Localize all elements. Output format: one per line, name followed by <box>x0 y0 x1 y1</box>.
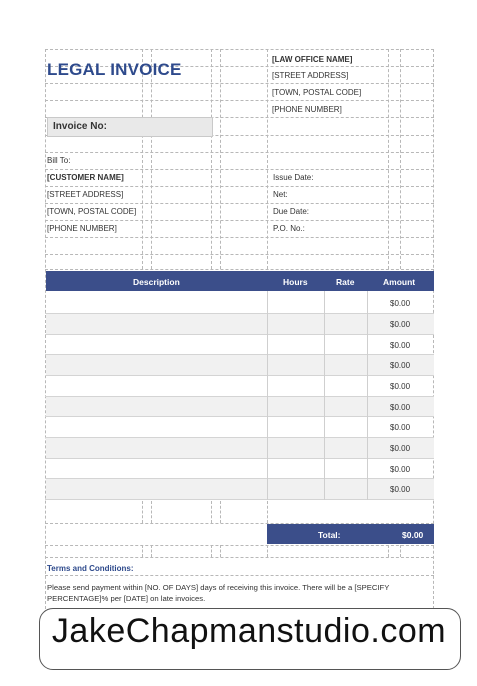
invoice-sheet <box>45 49 434 609</box>
grid-line <box>151 49 152 269</box>
grid-line <box>45 575 434 576</box>
row-divider <box>45 313 434 314</box>
table-row[interactable] <box>46 438 434 458</box>
row-amount: $0.00 <box>390 299 411 308</box>
grid-line <box>220 545 221 557</box>
terms-text: Please send payment within [NO. OF DAYS] days of receiving this invoice. There will be a [SPECIFY PERCENTAGE]% per [DATE] on late invoices. <box>47 583 390 603</box>
po-number-label: P.O. No.: <box>273 224 305 233</box>
net-label: Net: <box>273 190 288 199</box>
col-header-hours: Hours <box>283 277 308 287</box>
grid-line <box>45 557 434 558</box>
row-divider <box>45 334 434 335</box>
table-row[interactable] <box>46 397 434 417</box>
customer-town: [TOWN, POSTAL CODE] <box>47 207 137 216</box>
grid-line <box>45 83 434 84</box>
grid-line <box>45 220 434 221</box>
grid-line <box>151 501 152 523</box>
row-amount: $0.00 <box>390 341 411 350</box>
total-value: $0.00 <box>402 530 424 540</box>
col-header-amount: Amount <box>383 277 416 287</box>
col-header-rate: Rate <box>336 277 355 287</box>
grid-line <box>45 545 434 546</box>
row-amount: $0.00 <box>390 361 411 370</box>
row-divider <box>45 396 434 397</box>
col-divider <box>367 291 368 500</box>
grid-line <box>45 269 434 270</box>
table-header <box>46 271 434 291</box>
table-row[interactable] <box>46 293 434 313</box>
table-row[interactable] <box>46 459 434 479</box>
grid-line <box>267 501 268 523</box>
row-amount: $0.00 <box>390 403 411 412</box>
table-row[interactable] <box>46 417 434 437</box>
row-amount: $0.00 <box>390 423 411 432</box>
table-row[interactable] <box>46 314 434 334</box>
firm-name: [LAW OFFICE NAME] <box>272 55 353 64</box>
grid-line <box>211 545 212 557</box>
grid-line <box>388 545 389 557</box>
grid-line <box>142 545 143 557</box>
firm-street: [STREET ADDRESS] <box>272 71 349 80</box>
grid-line <box>45 100 434 101</box>
col-divider <box>324 291 325 500</box>
invoice-title: LEGAL INVOICE <box>47 60 182 79</box>
grid-line <box>267 545 268 557</box>
row-divider <box>45 375 434 376</box>
bill-to-label: Bill To: <box>47 156 71 165</box>
grid-line <box>45 169 434 170</box>
invoice-number-label: Invoice No: <box>53 121 107 132</box>
customer-street: [STREET ADDRESS] <box>47 190 124 199</box>
table-row[interactable] <box>46 335 434 355</box>
row-amount: $0.00 <box>390 382 411 391</box>
customer-name: [CUSTOMER NAME] <box>47 173 124 182</box>
row-amount: $0.00 <box>390 320 411 329</box>
issue-date-label: Issue Date: <box>273 173 314 182</box>
grid-line <box>45 254 434 255</box>
grid-line <box>400 545 401 557</box>
firm-town: [TOWN, POSTAL CODE] <box>272 88 362 97</box>
grid-line <box>45 203 434 204</box>
grid-line <box>267 49 268 269</box>
row-divider <box>45 416 434 417</box>
grid-line <box>142 501 143 523</box>
table-row[interactable] <box>46 479 434 499</box>
row-amount: $0.00 <box>390 465 411 474</box>
row-divider <box>45 499 434 500</box>
firm-phone: [PHONE NUMBER] <box>272 105 342 114</box>
row-amount: $0.00 <box>390 485 411 494</box>
customer-phone: [PHONE NUMBER] <box>47 224 117 233</box>
table-row[interactable] <box>46 376 434 396</box>
grid-line <box>45 49 434 50</box>
grid-line <box>211 501 212 523</box>
grid-line <box>388 49 389 269</box>
col-divider <box>267 291 268 500</box>
row-divider <box>45 458 434 459</box>
row-amount: $0.00 <box>390 444 411 453</box>
grid-line <box>45 186 434 187</box>
grid-line <box>220 501 221 523</box>
row-divider <box>45 354 434 355</box>
total-label: Total: <box>318 530 341 540</box>
due-date-label: Due Date: <box>273 207 310 216</box>
grid-line <box>400 49 401 269</box>
grid-line <box>45 237 434 238</box>
grid-line <box>45 152 434 153</box>
watermark-text: JakeChapmanstudio.com <box>51 612 447 650</box>
grid-line <box>142 49 143 269</box>
row-divider <box>45 478 434 479</box>
table-row[interactable] <box>46 355 434 375</box>
grid-line <box>220 49 221 269</box>
row-divider <box>45 437 434 438</box>
grid-line <box>211 49 212 269</box>
terms-heading: Terms and Conditions: <box>47 564 134 573</box>
grid-line <box>151 545 152 557</box>
col-header-description: Description <box>133 277 180 287</box>
